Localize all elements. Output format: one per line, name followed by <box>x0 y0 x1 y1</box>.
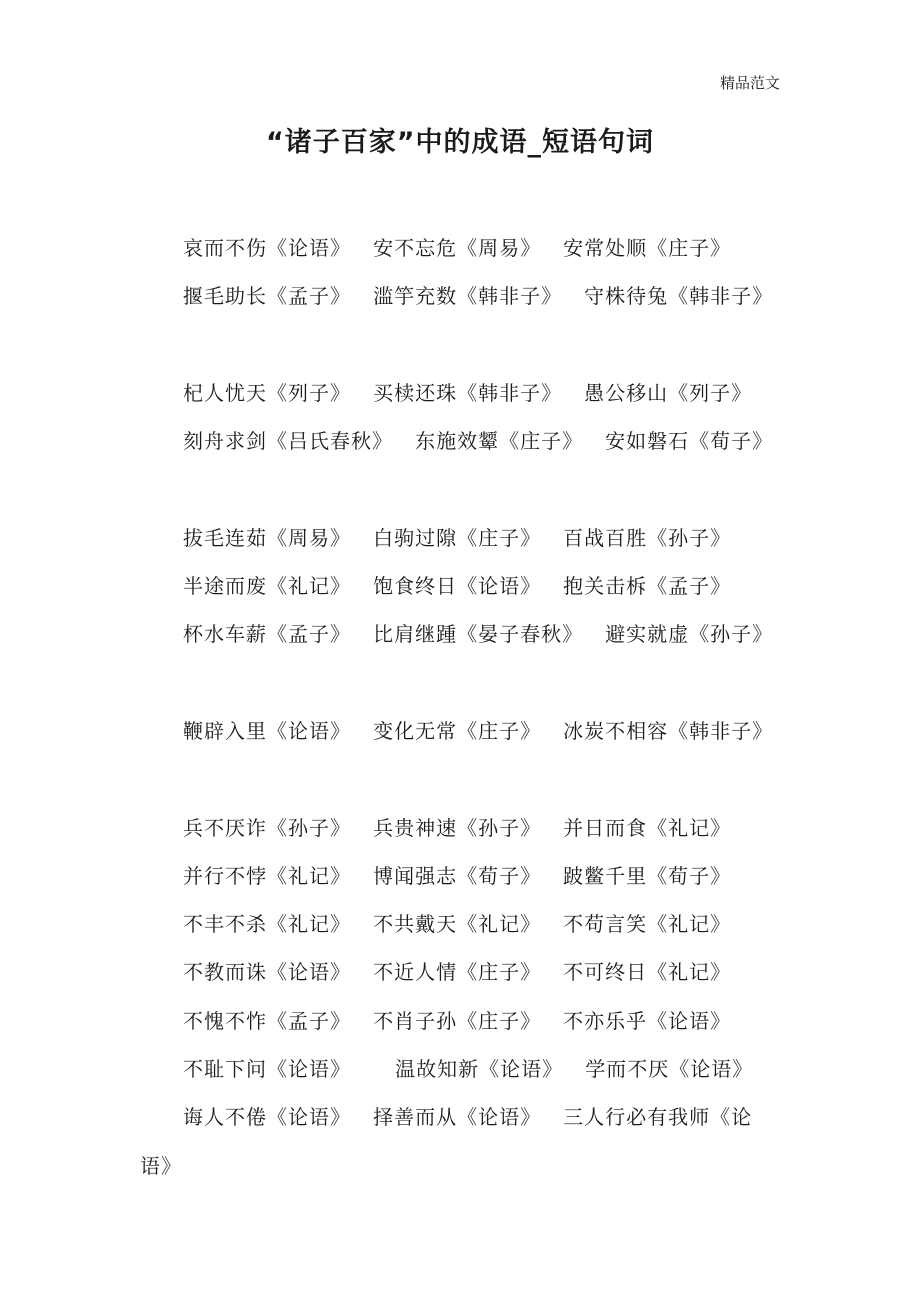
document-body <box>140 224 780 1190</box>
idiom-paragraph: 不教而诛《论语》 不近人情《庄子》 不可终日《礼记》 <box>183 960 732 985</box>
idiom-paragraph: 杞人忧天《列子》 买椟还珠《韩非子》 愚公移山《列子》 <box>183 380 753 405</box>
idiom-paragraph: 不愧不怍《孟子》 不肖子孙《庄子》 不亦乐乎《论语》 <box>183 1008 732 1033</box>
idiom-paragraph: 哀而不伤《论语》 安不忘危《周易》 安常处顺《庄子》 <box>183 236 732 260</box>
idiom-paragraph: 兵不厌诈《孙子》 兵贵神速《孙子》 并日而食《礼记》 <box>183 815 732 840</box>
idiom-paragraph: 并行不悖《礼记》 博闻强志《荀子》 跛鳖千里《荀子》 <box>183 863 732 888</box>
blank-line <box>140 659 780 707</box>
idiom-paragraph: 半途而废《礼记》 饱食终日《论语》 抱关击柝《孟子》 <box>183 574 732 599</box>
idiom-paragraph: 诲人不倦《论语》 择善而从《论语》 三人行必有我师《论语》 <box>140 1105 753 1178</box>
page-header-label: 精品范文 <box>719 74 780 92</box>
idiom-paragraph: 杯水车薪《孟子》 比肩继踵《晏子春秋》 避实就虚《孙子》 <box>183 622 774 647</box>
blank-line <box>140 465 780 513</box>
idiom-paragraph: 揠毛助长《孟子》 滥竽充数《韩非子》 守株待兔《韩非子》 <box>183 284 774 309</box>
blank-line <box>140 755 780 803</box>
blank-line <box>140 321 780 369</box>
idiom-paragraph: 拔毛连茹《周易》 白驹过隙《庄子》 百战百胜《孙子》 <box>183 525 732 550</box>
idiom-paragraph: 不丰不杀《礼记》 不共戴天《礼记》 不苟言笑《礼记》 <box>183 912 732 937</box>
idiom-paragraph: 鞭辟入里《论语》 变化无常《庄子》 冰炭不相容《韩非子》 <box>183 718 774 743</box>
idiom-paragraph: 不耻下问《论语》 温故知新《论语》 学而不厌《论语》 <box>183 1057 754 1082</box>
idiom-paragraph: 刻舟求剑《吕氏春秋》 东施效颦《庄子》 安如磐石《荀子》 <box>183 429 774 454</box>
document-title: “诸子百家”中的成语_短语句词 <box>266 127 654 158</box>
